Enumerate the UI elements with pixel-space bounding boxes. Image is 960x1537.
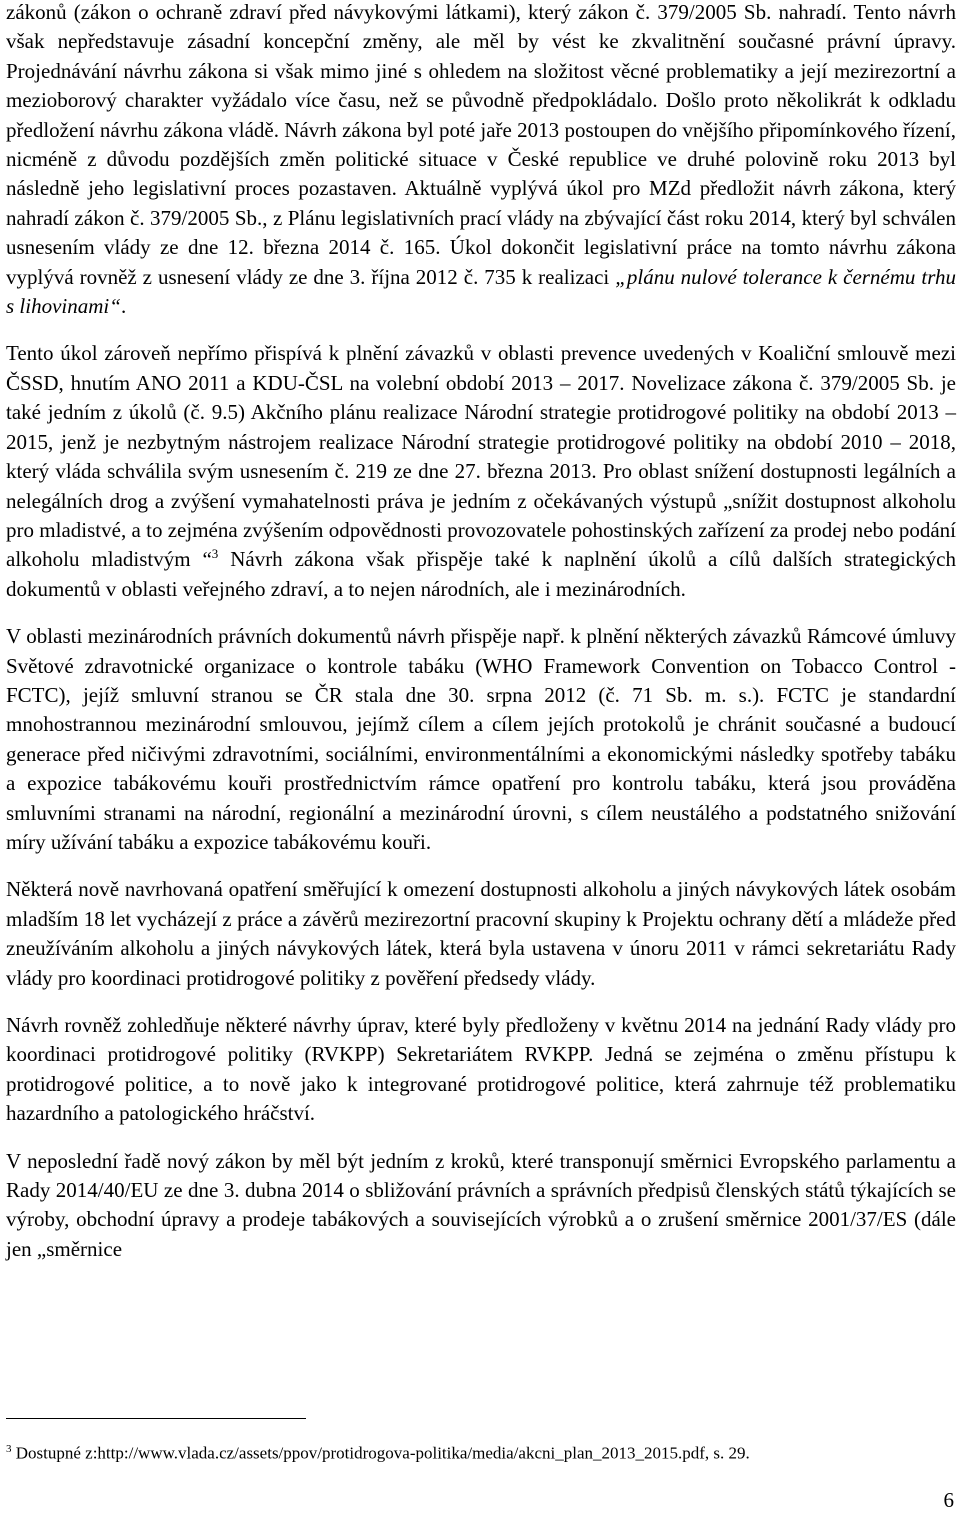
paragraph-5 xyxy=(6,1011,956,1129)
paragraph-1-text: zákonů (zákon o ochraně zdraví před návykovými látkami), který zákon č. 379/2005 Sb. nahradí. Tento návrh však nepředstavuje zásadní koncepční změny, ale měl by vést ke zkvalitnění současné právní úpravy. Projednávání návrhu zákona si však mimo jiné s ohledem na složitost věcné problematiky a její mezirezortní a mezioborový charakter vyžádalo více času, než se původně předpokládalo. Došlo proto několikrát k odkladu předložení návrhu zákona vládě. Návrh zákona byl poté jaře 2013 postoupen do vnějšího připomínkového řízení, nicméně z důvodu pozdějších změn politické situace v České republice ve druhé polovině roku 2013 byl následně jeho legislativní proces pozastaven. Aktuálně vyplývá úkol pro MZd předložit návrh zákona, který nahradí zákon č. 379/2005 Sb., z Plánu legislativních prací vlády na zbývající část roku 2014, který byl schválen usnesením vlády ze dne 12. března 2014 č. 165. Úkol dokončit legislativní práce na tomto návrhu zákona vyplývá rovněž z usnesení vlády ze dne 3. října 2012 č. 735 k realizaci xyxy=(6,0,956,289)
page-number: 6 xyxy=(943,1488,954,1512)
footnote-text: Dostupné z:http://www.vlada.cz/assets/ppov/protidrogova-politika/media/akcni_plan_2013_2015.pdf, s. 29. xyxy=(11,1443,750,1463)
paragraph-6-text: V neposlední řadě nový zákon by měl být jedním z kroků, které transponují směrnici Evropského parlamentu a Rady 2014/40/EU ze dne 3. dubna 2014 o sbližování právních a správních předpisů členských států týkajících se výroby, obchodní úpravy a prodeje tabákových a souvisejících výrobků a o zrušení směrnice 2001/37/ES (dále jen „směrnice xyxy=(6,1148,956,1261)
paragraph-2 xyxy=(6,339,956,604)
document-page xyxy=(6,0,956,1264)
paragraph-3-text: V oblasti mezinárodních právních dokumentů návrh přispěje např. k plnění některých závazků Rámcové úmluvy Světové zdravotnické organizace o kontrole tabáku (WHO Framework Convention on Tobacco Control - FCTC), jejíž smluvní stranou se ČR stala dne 30. srpna 2012 (č. 71 Sb. m. s.). FCTC je standardní mnohostrannou mezinárodní smlouvou, jejímž cílem a cílem jejích protokolů je chránit současné a budoucí generace před ničivými zdravotními, sociálními, environmentálními a ekonomickými následky spotřeby tabáku a expozice tabákovému kouři prostřednictvím rámce opatření pro kontrolu tabáku, která jsou prováděna smluvními stranami na národní, regionální a mezinárodní úrovni, s cílem neustálého a podstatného snižování míry užívání tabáku a expozice tabákovému kouři. xyxy=(6,624,956,854)
footnote xyxy=(6,1438,956,1465)
paragraph-3 xyxy=(6,622,956,857)
paragraph-2-text: Tento úkol zároveň nepřímo přispívá k plnění závazků v oblasti prevence uvedených v Koaliční smlouvě mezi ČSSD, hnutím ANO 2011 a KDU-ČSL na volební období 2013 – 2017. Novelizace zákona č. 379/2005 Sb. je také jedním z úkolů (č. 9.5) Akčního plánu realizace Národní strategie protidrogové politiky na období 2013 – 2015, jenž je nezbytným nástrojem realizace Národní strategie protidrogové politiky na období 2010 – 2018, který vláda schválila svým usnesením č. 219 ze dne 27. března 2013. Pro oblast snížení dostupnosti legálních a nelegálních drog a zvýšení vymahatelnosti práva je jedním z očekávaných výstupů „snížit dostupnost alkoholu pro mladistvé, a to zejména zvýšením odpovědnosti provozovatele pohostinských zařízení za prodej nebo podání alkoholu mladistvým “ xyxy=(6,341,956,572)
paragraph-1-end: . xyxy=(120,294,127,319)
paragraph-2-end: Návrh zákona však přispěje také k naplnění úkolů a cílů dalších strategických dokumentů v oblasti veřejného zdraví, a to nejen národních, ale i mezinárodních. xyxy=(6,547,956,601)
paragraph-4-text: Některá nově navrhovaná opatření směřující k omezení dostupnosti alkoholu a jiných návykových látek osobám mladším 18 let vycházejí z práce a závěrů mezirezortní pracovní skupiny k Projektu ochrany dětí a mládeže před zneužíváním alkoholu a jiných návykových látek, která byla ustavena v únoru 2011 v rámci sekretariátu Rady vlády pro koordinaci protidrogové politiky z pověření předsedy vlády. xyxy=(6,877,956,990)
footnote-reference: 3 xyxy=(211,546,219,562)
paragraph-1 xyxy=(6,0,956,321)
paragraph-6 xyxy=(6,1147,956,1265)
footnote-marker: 3 xyxy=(6,1443,12,1455)
footnote-divider xyxy=(6,1418,306,1419)
paragraph-5-text: Návrh rovněž zohledňuje některé návrhy úprav, které byly předloženy v květnu 2014 na jednání Rady vlády pro koordinaci protidrogové politiky (RVKPP) Sekretariátem RVKPP. Jedná se zejména o změnu přístupu k protidrogové politice, a to nově jako k integrované protidrogové politice, která zahrnuje též problematiku hazardního a patologického hráčství. xyxy=(6,1013,956,1126)
paragraph-1-italic-quote: „plánu nulové tolerance k černému trhu s lihovinami“ xyxy=(6,264,956,319)
paragraph-4 xyxy=(6,875,956,993)
